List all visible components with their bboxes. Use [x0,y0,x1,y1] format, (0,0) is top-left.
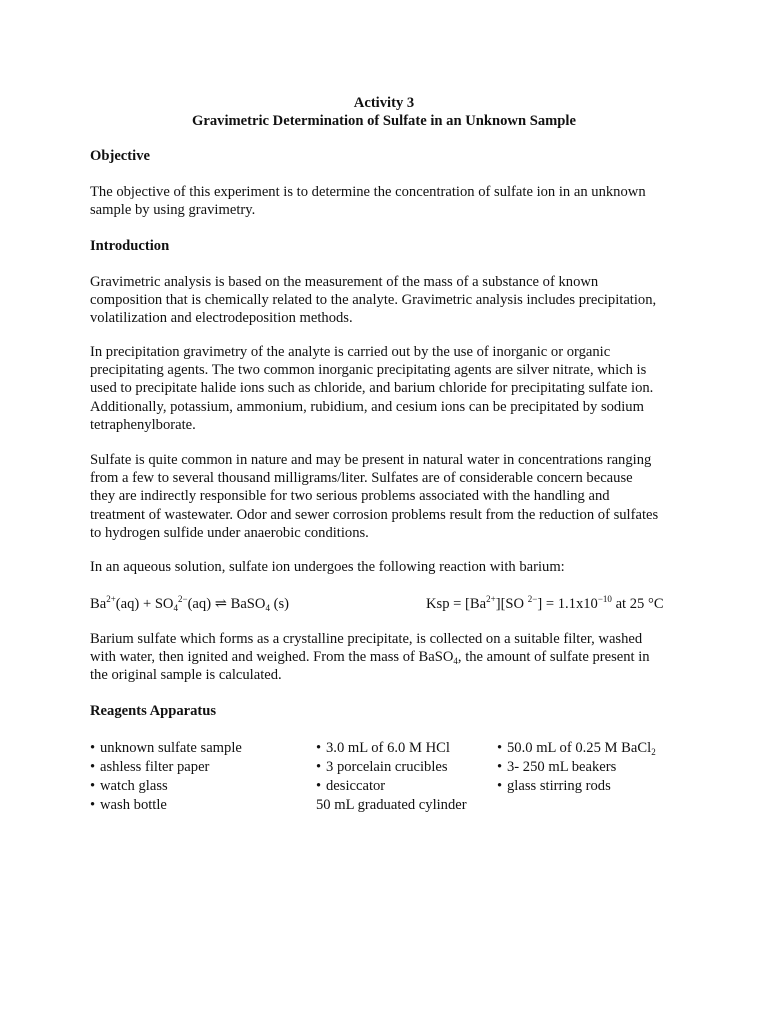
paragraph-line: treatment of wastewater. Odor and sewer corrosion problems result from the reduction of sulfates [90,506,659,523]
objective-line: The objective of this experiment is to determine the concentration of sulfate ion in an unknown [90,184,646,200]
paragraph-line: with water, then ignited and weighed. From the mass of BaSO$_4$, the amount of sulfate present in [90,649,650,667]
objective-line: sample by using gravimetry. [90,202,256,219]
paragraph-line: composition that is chemically related to the analyte. Gravimetric analysis includes precipitation, [90,292,657,309]
bullet-icon: • [497,759,503,775]
intro-paragraph-1 [90,273,690,328]
objective-heading: Objective [90,148,150,164]
introduction-heading: Introduction [90,238,170,254]
bullet-icon: • [90,740,96,756]
paragraph-line: precipitating agents. The two common inorganic precipitating agents are silver nitrate, which is [90,362,647,379]
list-item: • 3 porcelain crucibles [316,759,448,775]
bullet-icon: • [497,778,503,794]
reagents-column-1 [90,739,242,815]
list-item: • watch glass [90,778,168,794]
paragraph-line: from a few to several thousand milligrams/liter. Sulfates are of considerable concern because [90,470,633,487]
intro-paragraph-2 [90,343,690,434]
list-item: 50 mL graduated cylinder [316,797,467,813]
list-item: • desiccator [316,778,386,794]
paragraph-line: the original sample is calculated. [90,667,282,684]
equation-left: $Ba^{2+}(aq) + SO_4^{2-}(aq)$ ⇌ BaSO$_4$ (s) [90,594,290,613]
paragraph-line: Sulfate is quite common in nature and may be present in natural water in concentrations ranging [90,452,652,468]
paragraph-line: they are indirectly responsible for two serious problems associated with the handling and [90,488,610,505]
paragraph-line: Gravimetric analysis is based on the measurement of the mass of a substance of known [90,274,599,290]
paragraph-line: In precipitation gravimetry of the analyte is carried out by the use of inorganic or organic [90,344,611,360]
paragraph-line: to hydrogen sulfide under anaerobic conditions. [90,524,369,541]
list-item: • wash bottle [90,797,167,813]
bullet-icon: • [90,759,96,775]
list-item: • ashless filter paper [90,759,210,775]
list-item: • 3- 250 mL beakers [497,759,617,775]
bullet-icon: • [90,778,96,794]
reagents-column-3 [497,739,656,796]
document-title: Gravimetric Determination of Sulfate in an Unknown Sample [192,113,576,129]
paragraph-line: used to precipitate halide ions such as chloride, and barium chloride for precipitating sulfate ion. [90,380,654,397]
bullet-icon: • [316,778,322,794]
bullet-icon: • [497,740,503,756]
list-item: • unknown sulfate sample [90,740,242,756]
bullet-icon: • [316,740,322,756]
ksp-expression: Ksp = $[Ba^{2+}][SO$ $^{2-}] = 1.1x10^{-10}$ at 25 °C [426,594,664,612]
reaction-equation [90,595,690,615]
paragraph-line: Additionally, potassium, ammonium, rubidium, and cesium ions can be precipitated by sodium [90,398,644,415]
paragraph-line: Barium sulfate which forms as a crystalline precipitate, is collected on a suitable filter, washed [90,631,643,647]
reagents-column-2 [316,739,467,815]
intro-paragraph-3 [90,451,690,542]
paragraph-line: tetraphenylborate. [90,416,196,433]
reagents-heading: Reagents Apparatus [90,703,217,719]
intro-paragraph-5 [90,630,690,685]
objective-paragraph [90,183,690,219]
list-item: • 3.0 mL of 6.0 M HCl [316,740,450,756]
list-item: • glass stirring rods [497,778,611,794]
bullet-icon: • [316,759,322,775]
activity-label: Activity 3 [353,95,415,111]
paragraph-line: volatilization and electrodeposition methods. [90,310,353,327]
intro-paragraph-4: In an aqueous solution, sulfate ion undergoes the following reaction with barium: [90,559,565,575]
bullet-icon: • [90,797,96,813]
list-item: • 50.0 mL of 0.25 M BaCl$_2$ [497,740,656,757]
